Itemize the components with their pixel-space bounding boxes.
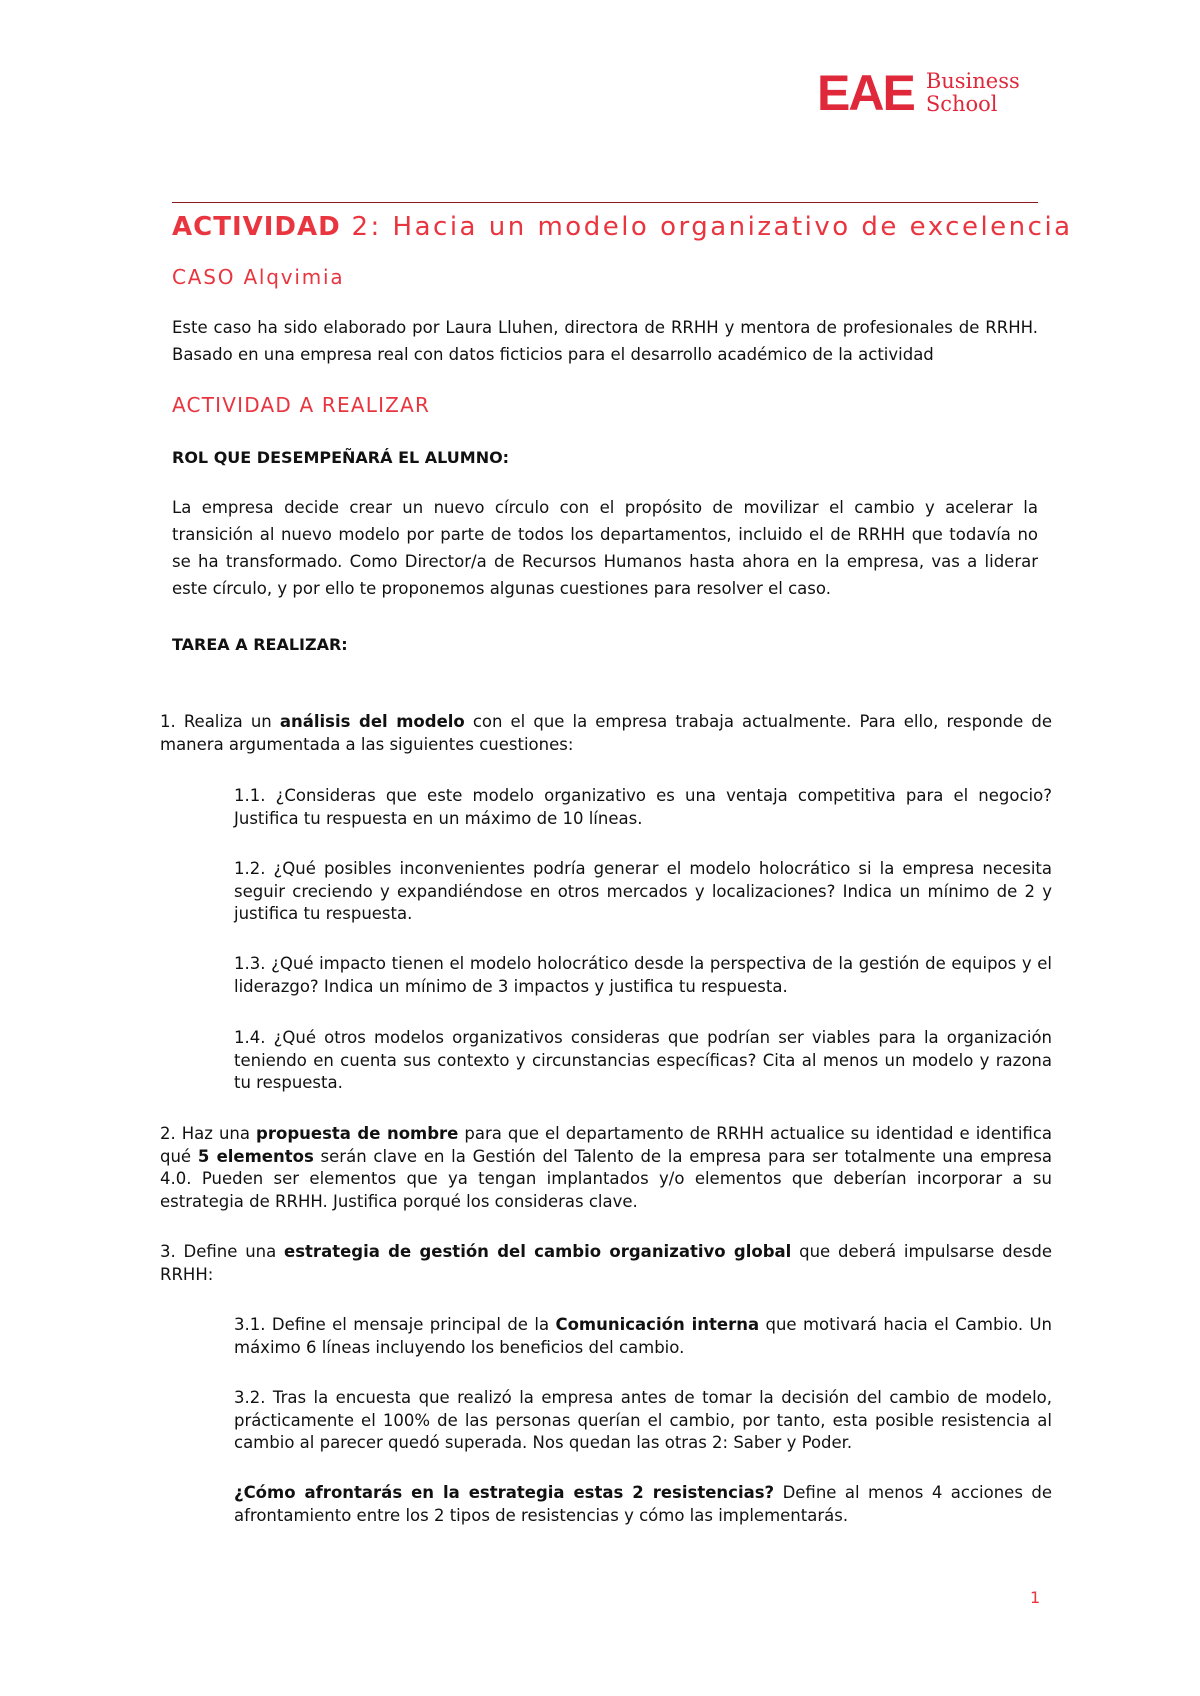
logo-line-2: School: [925, 92, 998, 116]
role-heading: ROL QUE DESEMPEÑARÁ EL ALUMNO:: [172, 448, 510, 467]
question-3-1-bold: Comunicación interna: [555, 1315, 760, 1334]
question-1-2: 1.2. ¿Qué posibles inconvenientes podría generar el modelo holocrático si la empresa necesita seguir creciendo y expandiéndose en otros mercados y localizaciones? Indica un mínimo de 2 y justifica tu respuesta.: [234, 859, 1052, 923]
question-1-text-end: con el que la empresa trabaja actualmente. Para ello, responde de manera argumentada a las siguientes cuestiones:: [160, 712, 1052, 754]
activity-title: [172, 212, 1073, 242]
question-3: [160, 1241, 1052, 1286]
question-3-3-bold: ¿Cómo afrontarás en la estrategia estas 2 resistencias?: [234, 1483, 775, 1502]
question-3-1-text: 3.1. Define el mensaje principal de la: [234, 1315, 556, 1334]
activity-title-bold: ACTIVIDAD: [172, 212, 341, 242]
question-3-3-text: Define al menos 4 acciones de afrontamiento entre los 2 tipos de resistencias y cómo las implementarás.: [234, 1483, 1052, 1525]
question-1-text: 1. Realiza un: [160, 712, 280, 731]
question-2: [160, 1123, 1052, 1213]
question-3-3: [234, 1482, 1052, 1527]
role-paragraph: La empresa decide crear un nuevo círculo con el propósito de movilizar el cambio y acelerar la transición al nuevo modelo por parte de todos los departamentos, incluido el de RRHH que todavía no se ha transformado. Como Director/a de Recursos Humanos hasta ahora en la empresa, vas a liderar este círculo, y por ello te proponemos algunas cuestiones para resolver el caso.: [172, 498, 1038, 598]
question-2-text-mid: para que el departamento de RRHH actualice su identidad e identifica qué: [160, 1124, 1053, 1166]
logo-line-1: Business: [925, 69, 1020, 93]
question-2-text-end: serán clave en la Gestión del Talento de la empresa para ser totalmente una empresa 4.0. Pueden ser elementos que ya tengan implantados y/o elementos que deberían incorporar a su estrategia de RRHH. Justifica porqué los consideras clave.: [160, 1146, 1053, 1211]
intro-paragraph: Este caso ha sido elaborado por Laura Lluhen, directora de RRHH y mentora de profesionales de RRHH. Basado en una empresa real con datos ficticios para el desarrollo académico de la actividad: [172, 318, 1038, 364]
eae-business-school-logo: [817, 65, 1020, 121]
header-rule: [172, 202, 1038, 203]
activity-title-rest: 2: Hacia un modelo organizativo de excelencia: [340, 212, 1073, 242]
task-heading: TAREA A REALIZAR:: [172, 635, 348, 654]
question-2-bold: propuesta de nombre: [256, 1124, 459, 1143]
question-3-text: 3. Define una: [160, 1242, 285, 1261]
question-1-3: 1.3. ¿Qué impacto tienen el modelo holocrático desde la perspectiva de la gestión de equipos y el liderazgo? Indica un mínimo de 3 impactos y justifica tu respuesta.: [234, 954, 1052, 996]
logo-mark: EAE: [817, 65, 914, 121]
question-3-1: [234, 1314, 1052, 1359]
question-2-text: 2. Haz una: [160, 1124, 257, 1143]
question-3-bold: estrategia de gestión del cambio organizativo global: [284, 1242, 792, 1261]
logo-text: [926, 70, 1020, 116]
question-1: [160, 711, 1052, 756]
question-3-text-end: que deberá impulsarse desde RRHH:: [160, 1242, 1052, 1284]
question-1-1: 1.1. ¿Consideras que este modelo organizativo es una ventaja competitiva para el negocio? Justifica tu respuesta en un máximo de 10 líneas.: [234, 786, 1052, 828]
question-3-1-text-end: que motivará hacia el Cambio. Un máximo 6 líneas incluyendo los beneficios del cambio.: [234, 1315, 1052, 1357]
question-2-bold-2: 5 elementos: [197, 1146, 314, 1166]
section-title: ACTIVIDAD A REALIZAR: [172, 393, 431, 417]
question-1-bold: análisis del modelo: [279, 712, 465, 731]
question-1-4: 1.4. ¿Qué otros modelos organizativos consideras que podrían ser viables para la organización teniendo en cuenta sus contexto y circunstancias específicas? Cita al menos un modelo y razona tu respuesta.: [234, 1028, 1052, 1092]
question-3-2: 3.2. Tras la encuesta que realizó la empresa antes de tomar la decisión del cambio de modelo, prácticamente el 100% de las personas querían el cambio, por tanto, esta posible resistencia al cambio al parecer quedó superada. Nos quedan las otras 2: Saber y Poder.: [234, 1388, 1052, 1452]
case-title: CASO Alqvimia: [172, 265, 345, 289]
page-number: 1: [1030, 1588, 1041, 1607]
